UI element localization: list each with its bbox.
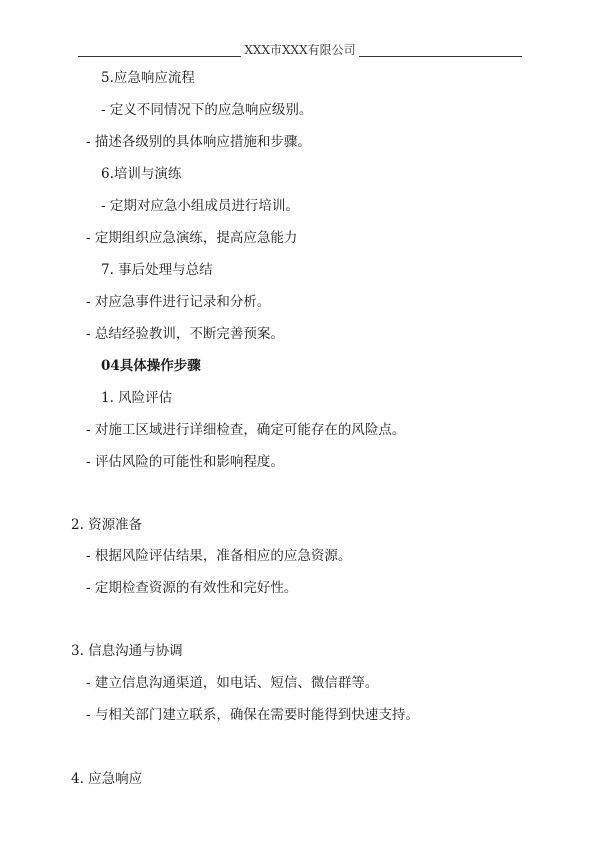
list-item: - 对应急事件进行记录和分析。: [86, 294, 271, 310]
list-item: - 评估风险的可能性和影响程度。: [86, 454, 284, 470]
header-company: XXX市XXX有限公司: [78, 41, 522, 58]
list-item: - 描述各级别的具体响应措施和步骤。: [86, 134, 311, 150]
section-7-title: 7. 事后处理与总结: [101, 262, 213, 278]
list-item: - 建立信息沟通渠道，如电话、短信、微信群等。: [86, 675, 379, 691]
step-3-title: 3. 信息沟通与协调: [71, 643, 183, 659]
chapter-heading: 04具体操作步骤: [101, 358, 201, 374]
list-item: - 对施工区域进行详细检查，确定可能存在的风险点。: [86, 422, 406, 438]
list-item: - 定期对应急小组成员进行培训。: [101, 198, 299, 214]
list-item: - 根据风险评估结果，准备相应的应急资源。: [86, 548, 352, 564]
list-item: - 定期组织应急演练，提高应急能力: [86, 230, 298, 246]
list-item: - 定期检查资源的有效性和完好性。: [86, 580, 298, 596]
list-item: - 定义不同情况下的应急响应级别。: [101, 102, 313, 118]
list-item: - 总结经验教训，不断完善预案。: [86, 326, 284, 342]
list-item: - 与相关部门建立联系，确保在需要时能得到快速支持。: [86, 707, 419, 723]
step-4-title: 4. 应急响应: [71, 771, 143, 787]
section-5-title: 5.应急响应流程: [101, 70, 195, 86]
step-2-title: 2. 资源准备: [71, 517, 143, 533]
step-1-title: 1. 风险评估: [101, 390, 173, 406]
section-6-title: 6.培训与演练: [101, 166, 182, 182]
page-header: [78, 43, 522, 57]
